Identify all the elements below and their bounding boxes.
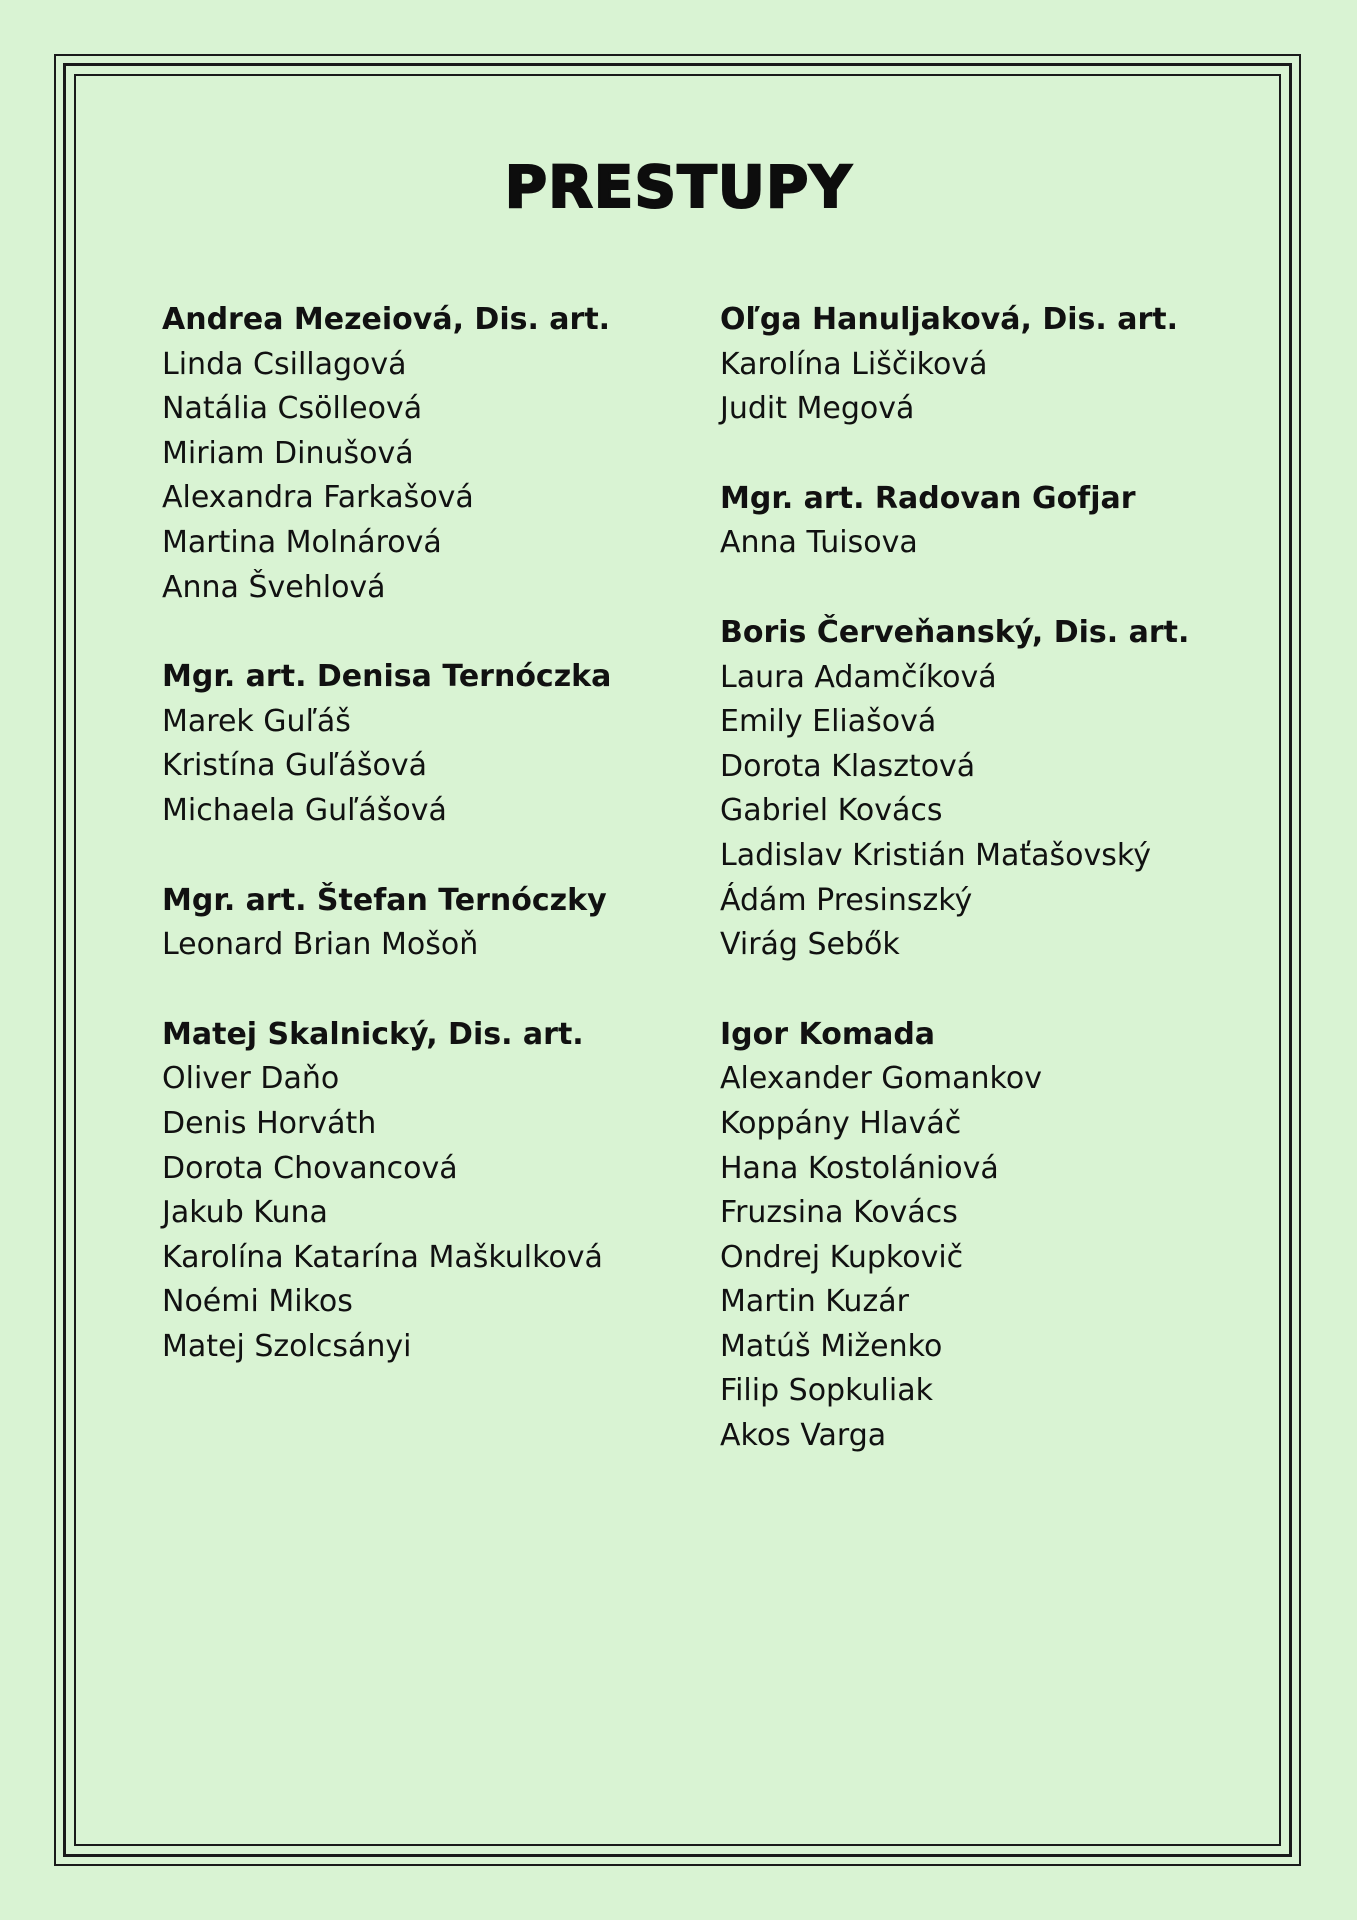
column-right <box>720 298 1189 1504</box>
student-name: Ádám Presinszký <box>720 882 973 918</box>
student-name: Leonard Brian Mošoň <box>162 927 479 963</box>
student-name: Laura Adamčíková <box>720 659 997 695</box>
teacher-group <box>720 611 1189 968</box>
student-name: Karolína Katarína Maškulková <box>162 1239 603 1275</box>
student-name: Fruzsina Kovács <box>720 1195 958 1231</box>
teacher-name: Oľga Hanuljaková, Dis. art. <box>720 302 1178 337</box>
student-name: Alexander Gomankov <box>720 1061 1042 1097</box>
teacher-name: Boris Červeňanský, Dis. art. <box>720 614 1190 650</box>
teacher-name: Igor Komada <box>720 1016 936 1052</box>
student-name: Matej Szolcsányi <box>162 1328 412 1364</box>
student-name: Linda Csillagová <box>162 346 407 382</box>
student-name: Anna Tuisova <box>720 525 918 561</box>
teacher-name: Mgr. art. Radovan Gofjar <box>720 480 1136 516</box>
student-name: Natália Csölleová <box>162 391 423 427</box>
student-name: Judit Megová <box>720 391 915 427</box>
student-name: Dorota Chovancová <box>162 1150 458 1186</box>
student-name: Virág Sebők <box>720 927 900 963</box>
student-name: Kristína Guľášová <box>162 748 428 784</box>
teacher-name: Matej Skalnický, Dis. art. <box>162 1016 584 1052</box>
student-name: Anna Švehlová <box>162 569 386 605</box>
student-name: Denis Horváth <box>162 1105 377 1141</box>
teacher-group <box>720 1013 1189 1459</box>
student-name: Ondrej Kupkovič <box>720 1239 964 1275</box>
student-name: Michaela Guľášová <box>162 792 447 828</box>
student-name: Gabriel Kovács <box>720 793 943 829</box>
teacher-group <box>162 298 611 610</box>
column-left <box>162 298 611 1414</box>
teacher-name: Mgr. art. Denisa Ternóczka <box>162 659 612 695</box>
student-name: Marek Guľáš <box>162 703 351 739</box>
teacher-group <box>162 879 611 968</box>
student-name: Emily Eliašová <box>720 704 937 740</box>
student-name: Alexandra Farkašová <box>162 480 474 516</box>
teacher-group <box>162 1013 611 1370</box>
student-name: Martin Kuzár <box>720 1284 909 1320</box>
teacher-group <box>162 655 611 833</box>
teacher-name: Mgr. art. Štefan Ternóczky <box>162 882 607 918</box>
teacher-name: Andrea Mezeiová, Dis. art. <box>162 302 611 337</box>
teacher-group <box>720 298 1189 432</box>
student-name: Matúš Miženko <box>720 1328 943 1364</box>
student-name: Hana Kostolániová <box>720 1150 999 1186</box>
student-name: Oliver Daňo <box>162 1061 340 1097</box>
student-name: Dorota Klasztová <box>720 748 976 784</box>
student-name: Miriam Dinušová <box>162 435 414 471</box>
student-name: Martina Molnárová <box>162 524 442 560</box>
student-name: Koppány Hlaváč <box>720 1105 962 1141</box>
student-name: Jakub Kuna <box>162 1195 328 1231</box>
student-name: Noémi Mikos <box>162 1284 353 1320</box>
page-title: PRESTUPY <box>504 153 853 221</box>
teacher-group <box>720 477 1189 566</box>
student-name: Filip Sopkuliak <box>720 1373 933 1409</box>
student-name: Karolína Liščiková <box>720 346 988 382</box>
student-name: Ladislav Kristián Maťašovský <box>720 837 1151 873</box>
student-name: Akos Varga <box>720 1418 887 1454</box>
